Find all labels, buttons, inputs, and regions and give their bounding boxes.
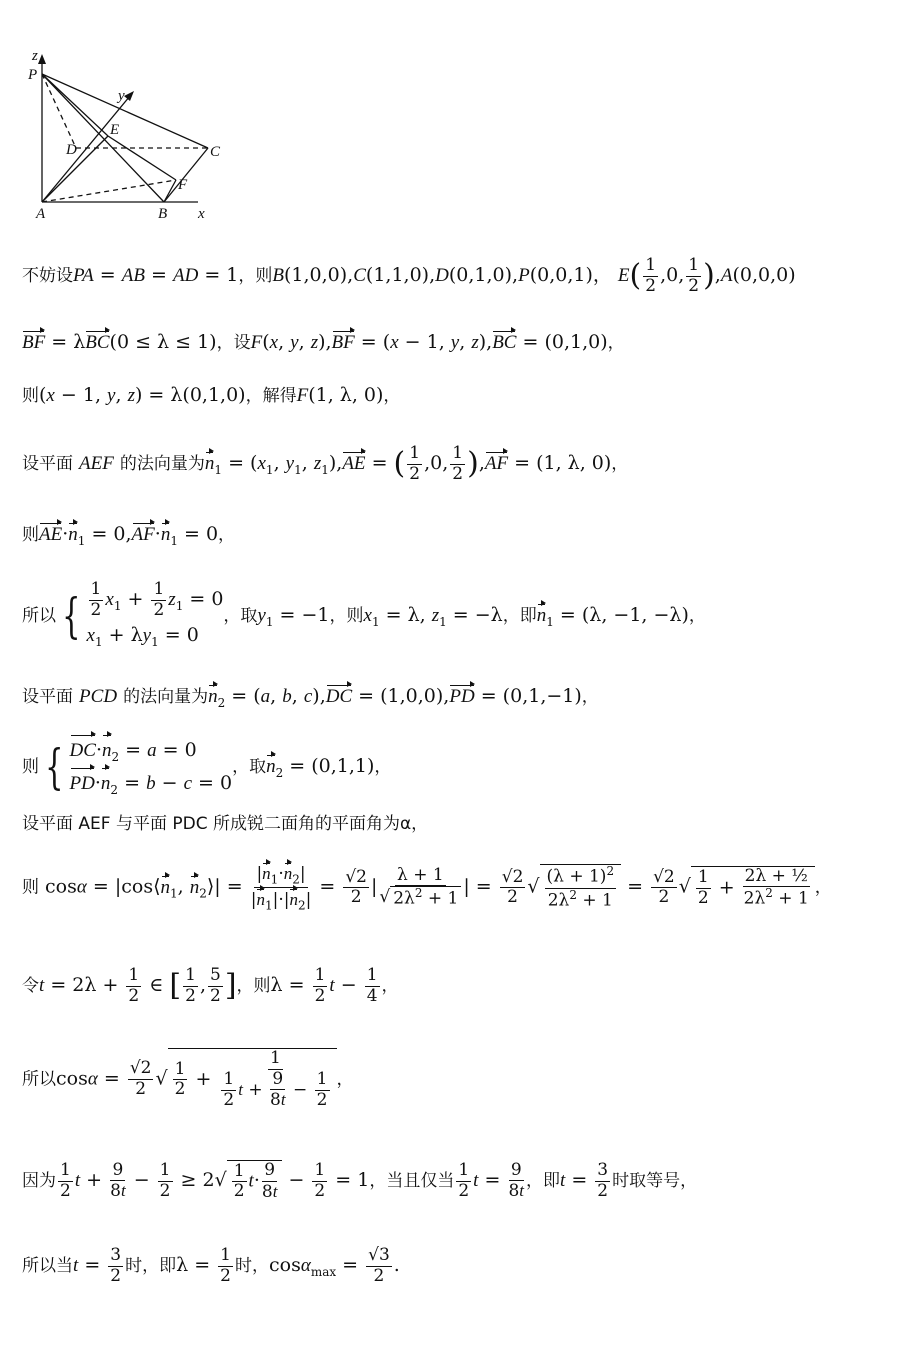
label-E: E xyxy=(110,122,120,138)
line-4: 设平面 AEF 的法向量为$n_1 = (x_1$, $y_1$, $z_1),AE$ = ( $\frac{1}{2}$ ,0, $\frac{1}{2}$ ),AF = (1, λ, 0)， xyxy=(22,443,629,484)
label-P: P xyxy=(28,67,38,83)
line-1: 不妨设PA = AB = AD = 1，则B(1,0,0),C(1,1,0),D(0,1,0),P(0,0,1)， E( $\frac{1}{2}$ ,0, $\frac{1}{2}$ ),A(0,0,0) xyxy=(22,255,796,296)
line-14: 所以当t = $\frac{3}{2}$ 时，即λ = $\frac{1}{2}$ 时，cosα$_{max}$ = $\frac{√3}{2}$ . xyxy=(22,1245,400,1286)
label-F: F xyxy=(178,177,188,193)
line-13: 因为 $\frac{1}{2}$ t + $\frac{9}{8t}$ − $\frac{1}{2}$ ≥ 2√ $\frac{1}{2}$ t· $\frac{9}{8t}$ − $\frac{1}{2}$ = 1，当且仅当 $\frac{1}{2}$ t = $\frac{9}{8t}$ ，即t = $\frac{3}{2}$ 时取等号， xyxy=(22,1159,698,1202)
line-3: 则(x − 1, y, z) = λ(0,1,0)，解得F(1, λ, 0)， xyxy=(22,384,401,406)
line-5: 则$AE\cdot n_1 = 0,AF\cdot n_1 = 0$， xyxy=(22,523,236,548)
label-y: y xyxy=(118,88,125,104)
label-A: A xyxy=(36,206,46,222)
line-2: BF = λBC(0 ≤ λ ≤ 1)，设F(x, y, z),BF = (x − 1, y, z),BC = (0,1,0)， xyxy=(22,331,625,353)
pyramid-figure xyxy=(18,44,228,229)
label-z: z xyxy=(32,48,38,64)
line-6: 所以 { $\frac{1}{2}$ $x_1$ + $\frac{1}{2}$ $z_1 = 0$ $x_1 + \lambda y_1 = 0$ ，取$y_1 = -1$，则$x_1 = \lambda$, $z_1 = -\lambda$，即$n_1 = (\lambda$, −1, −λ)， xyxy=(22,579,706,649)
line-10: 则 $\cos\alpha = |\cos⟨n_1$, $n_2⟩|$ = $\frac{|n_1\cdot n_2|}{|n_1|\cdot|n_2|}$ = $\frac{√2}{2}$ | $\frac{\lambda + 1}{√ 2\lambda^2 + 1}$ | = $\frac{√2}{2}$ √ $\frac{(\lambda + 1)^2}{2\lambda^2 + 1}$ = $\frac{√2}{2}$ √ $\frac{1}{2}$ + $\frac{\text{2λ + ½}}{2\lambda^2 + 1}$ ， xyxy=(22,864,832,913)
y-axis xyxy=(42,96,130,202)
line-9: 设平面 AEF 与平面 PDC 所成锐二面角的平面角为α， xyxy=(22,814,429,834)
line-11: 令t = 2λ + $\frac{1}{2}$ ∈ [ $\frac{1}{2}$ , $\frac{5}{2}$ ]，则λ = $\frac{1}{2}$ t − $\frac{1}{4}$ ， xyxy=(22,965,399,1006)
line-8: 则 { $DC\cdot n_2 = a = 0$ $PD\cdot n_2 = b - c = 0$ ，取$n_2 = (0,1,1)$， xyxy=(22,734,391,800)
label-C: C xyxy=(210,144,221,160)
label-D: D xyxy=(66,142,77,158)
line-12: 所以cosα = $\frac{√2}{2}$ √ $\frac{1}{2}$ + 1 $\frac{1}{2}$ t + $\frac{9}{8t}$ − $\frac{1}{2}$ ， xyxy=(22,1048,354,1111)
label-B: B xyxy=(158,206,168,222)
line-7: 设平面 PCD 的法向量为$n_2 = (a$, b, c),DC = (1,0,0),PD = (0,1,−1)， xyxy=(22,685,599,710)
label-x: x xyxy=(198,206,205,222)
